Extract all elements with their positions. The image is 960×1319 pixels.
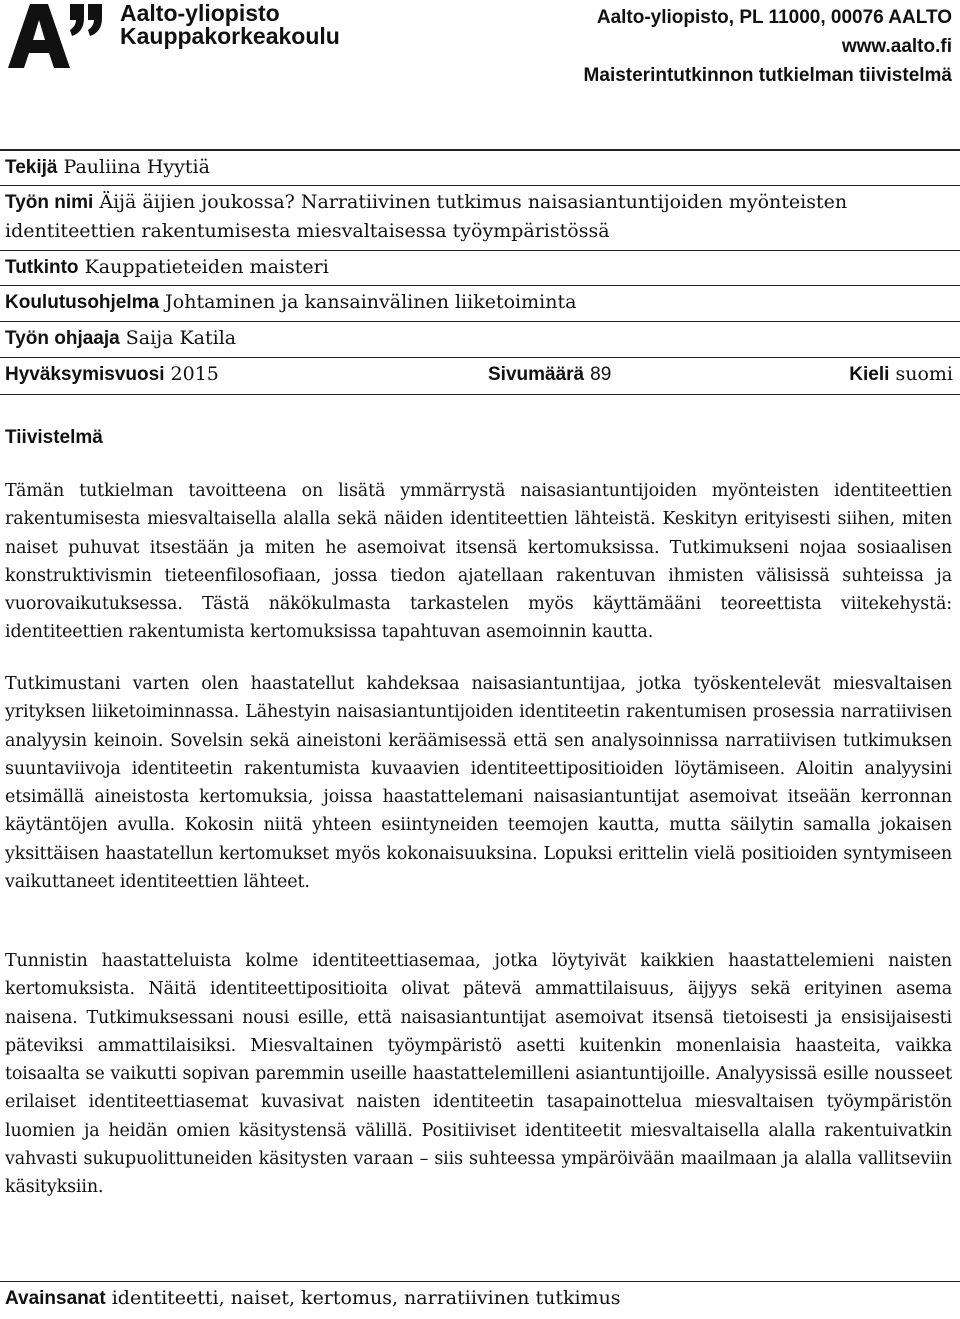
degree-label: Tutkinto	[5, 257, 79, 278]
keywords-value: identiteetti, naiset, kertomus, narratiivinen tutkimus	[111, 1287, 621, 1309]
divider	[0, 149, 960, 151]
logo-line-2: Kauppakorkeakoulu	[120, 23, 340, 49]
logo-wordmark	[120, 2, 340, 48]
title-row	[5, 188, 905, 245]
author-label: Tekijä	[5, 157, 58, 178]
keywords-label: Avainsanat	[5, 1288, 106, 1309]
supervisor-row	[5, 324, 236, 353]
divider	[0, 285, 960, 286]
language-cell	[849, 360, 953, 389]
supervisor-value: Saija Katila	[125, 327, 237, 349]
year-pages-language-row	[5, 360, 953, 389]
divider	[0, 185, 960, 186]
year-value: 2015	[170, 363, 219, 385]
programme-label: Koulutusohjelma	[5, 292, 160, 313]
abstract-paragraph: Tunnistin haastatteluista kolme identiteettiasemaa, jotka löytyivät kaikkien haastattelemieni naisten kertomuksista. Näitä identiteettipositioita olivat pätevä ammattilaisuus, äijyys sekä erityinen asema naisena. Tutkimuksessani nousi esille, että naisasiantuntijat asemoivat itsensä tietoisesti ja ensisijaisesti päteviksi ammattilaisiksi. Miesvaltainen työympäristö asetti kuitenkin monenlaisia haasteita, vaikka toisaalta se vaikutti sopivan paremmin useille haastattelemilleni asiantuntijoille. Analyysissä esille nousseet erilaiset identiteettiasemat kuvasivat naisten identiteetin tasapainottelua miesvaltaisen työympäristön luomien ja heidän omien käsitystensä välillä. Positiiviset identiteetit miesvaltaisella alalla rakentuivatkin vahvasti sukupuolittuneiden käsitysten varaan – siis suhteessa ympäröivään maailmaan ja alalla vallitseviin käsityksiin.	[5, 951, 952, 1198]
divider	[0, 357, 960, 358]
pages-value: 89	[590, 364, 612, 385]
divider	[0, 394, 960, 395]
abstract-paragraph: Tämän tutkielman tavoitteena on lisätä ymmärrystä naisasiantuntijoiden myönteisten identiteettien rakentumisesta miesvaltaisella alalla sekä näiden identiteettien lähteistä. Keskityn erityisesti siihen, miten naiset puhuvat itsestään ja miten he asemoivat itsensä kertomuksissa. Tutkimukseni nojaa sosiaalisen konstruktivismin tieteenfilosofiaan, jossa tiedon ajatellaan rakentuvan ihmisten välisissä suhteissa ja vuorovaikutuksessa. Tästä näkökulmasta tarkastelen myös käyttämääni teoreettista viitekehystä: identiteettien rakentumista kertomuksissa tapahtuvan asemoinnin kautta.	[5, 481, 952, 643]
language-label: Kieli	[849, 364, 890, 385]
programme-row	[5, 288, 576, 317]
title-label: Työn nimi	[5, 192, 94, 213]
aalto-logo	[8, 2, 348, 72]
degree-row	[5, 253, 329, 282]
address-block	[584, 3, 952, 90]
logo-line-1: Aalto-yliopisto	[120, 0, 280, 26]
language-value: suomi	[895, 363, 953, 385]
keywords-row	[5, 1284, 621, 1313]
title-value: Äijä äijien joukossa? Narratiivinen tutkimus naisasiantuntijoiden myönteisten identiteettien rakentumisesta miesvaltaisessa työympäristössä	[5, 191, 848, 242]
address-line: Aalto-yliopisto, PL 11000, 00076 AALTO	[596, 7, 952, 28]
degree-value: Kauppatieteiden maisteri	[84, 256, 329, 278]
pages-cell	[488, 360, 611, 389]
aalto-a-logo-icon	[8, 2, 108, 70]
divider	[0, 321, 960, 322]
supervisor-label: Työn ohjaaja	[5, 328, 120, 349]
year-label: Hyväksymisvuosi	[5, 364, 165, 385]
author-value: Pauliina Hyytiä	[63, 156, 210, 178]
abstract-paragraph: Tutkimustani varten olen haastatellut kahdeksaa naisasiantuntijaa, jotka työskentelevät miesvaltaisen yrityksen liiketoiminnassa. Lähestyin naisasiantuntijoiden identiteetin rakentumisen prosessia narratiivisen analyysin keinoin. Sovelsin sekä aineistoni keräämisessä että sen analysoinnissa narratiivisen tutkimuksen suuntaviivoja identiteetin rakentumista kuvaavien identiteettipositioiden löytämiseen. Aloitin analyysini etsimällä aineistosta kertomuksia, joissa haastattelemani naisasiantuntijat asemoivat itseään kerronnan käytäntöjen avulla. Kokosin niitä yhteen esiintyneiden teemojen kautta, mutta säilytin samalla jokaisen yksittäisen haastatellun kertomukset myös kokonaisuuksina. Lopuksi erittelin vielä positioiden syntymiseen vaikuttaneet identiteettien lähteet.	[5, 674, 952, 893]
pages-label: Sivumäärä	[488, 364, 585, 385]
divider	[0, 250, 960, 251]
document-type: Maisterintutkinnon tutkielman tiivistelmä	[583, 65, 952, 86]
author-row	[5, 153, 210, 182]
abstract-heading: Tiivistelmä	[5, 427, 103, 448]
year-cell	[5, 363, 219, 385]
divider	[0, 1281, 960, 1282]
programme-value: Johtaminen ja kansainvälinen liiketoiminta	[165, 291, 577, 313]
website-link: www.aalto.fi	[841, 36, 952, 57]
